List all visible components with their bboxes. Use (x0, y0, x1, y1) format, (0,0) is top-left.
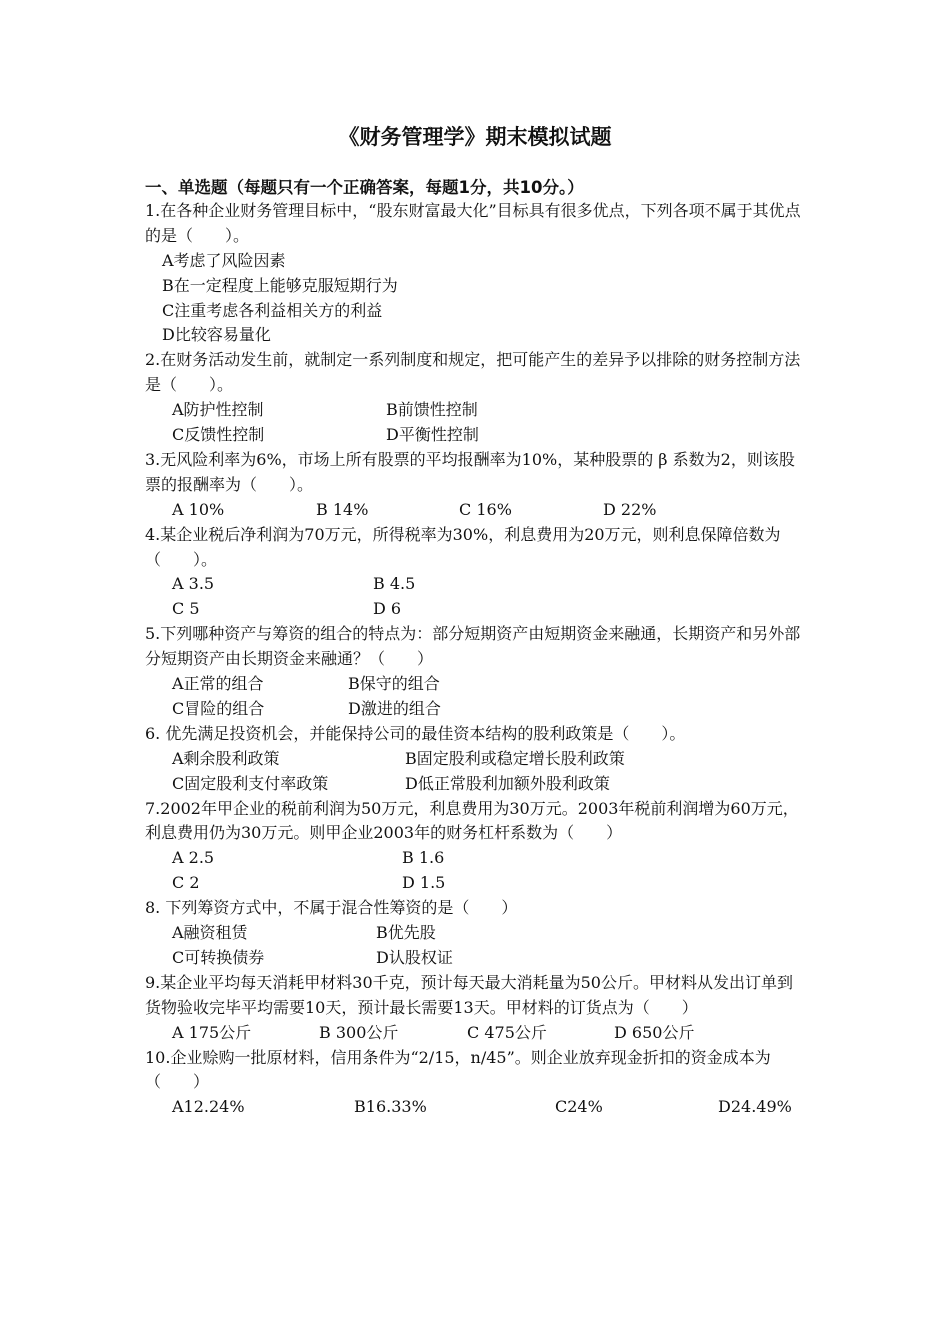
option: A12.24% (172, 1097, 245, 1117)
question-stem: 1.在各种企业财务管理目标中，“股东财富最大化”目标具有很多优点，下列各项不属于其优点的是（ ）。 (145, 201, 801, 245)
question-2 (145, 348, 807, 448)
option: A融资租赁 (172, 923, 248, 943)
option: D平衡性控制 (386, 425, 479, 445)
option: B优先股 (376, 923, 436, 943)
page-title: 《财务管理学》期末模拟试题 (338, 125, 612, 149)
option: C24% (555, 1097, 603, 1117)
question-stem: 10.企业赊购一批原材料，信用条件为“2/15，n/45”。则企业放弃现金折扣的资金成本为（ ） (145, 1047, 771, 1092)
option: D 6 (373, 599, 402, 619)
question-7 (145, 797, 807, 897)
question-4 (145, 523, 807, 623)
option: B 14% (316, 499, 369, 519)
option: A考虑了风险因素 (162, 250, 286, 270)
question-stem: 5.下列哪种资产与筹资的组合的特点为：部分短期资产由短期资金来融通，长期资产和另外部分短期资产由长期资金来融通？（ ） (145, 624, 801, 669)
option: B 4.5 (373, 574, 416, 594)
question-stem: 6. 优先满足投资机会，并能保持公司的最佳资本结构的股利政策是（ ）。 (145, 723, 686, 743)
question-stem: 9.某企业平均每天消耗甲材料30千克，预计每天最大消耗量为50公斤。甲材料从发出订单到货物验收完毕平均需要10天，预计最长需要13天。甲材料的订货点为（ ） (145, 972, 793, 1017)
question-1 (145, 199, 807, 348)
question-3 (145, 448, 807, 523)
option: C反馈性控制 (172, 425, 265, 445)
option: A正常的组合 (172, 674, 264, 694)
option: C注重考虑各利益相关方的利益 (162, 300, 383, 320)
option: B在一定程度上能够克服短期行为 (162, 275, 398, 295)
option: D低正常股利加额外股利政策 (405, 773, 610, 793)
option: A防护性控制 (172, 400, 264, 420)
option: C 2 (172, 873, 200, 893)
question-stem: 3.无风险利率为6%，市场上所有股票的平均报酬率为10%，某种股票的 β 系数为2，则该股票的报酬率为（ ）。 (145, 449, 795, 494)
section-heading: 一、单选题（每题只有一个正确答案，每题1分，共10分。） (145, 178, 584, 197)
option: D激进的组合 (348, 698, 441, 718)
option: A 175公斤 (172, 1022, 252, 1042)
option: C冒险的组合 (172, 698, 265, 718)
option: A 2.5 (172, 848, 215, 868)
option: B16.33% (354, 1097, 427, 1117)
question-list (145, 199, 807, 1120)
option: A 3.5 (172, 574, 215, 594)
question-stem: 7.2002年甲企业的税前利润为50万元，利息费用为30万元。2003年税前利润增为60万元，利息费用仍为30万元。则甲企业2003年的财务杠杆系数为（ ） (145, 798, 799, 843)
question-10 (145, 1046, 807, 1121)
option: D 22% (603, 499, 657, 519)
option: C 475公斤 (467, 1022, 547, 1042)
question-stem: 8. 下列筹资方式中，不属于混合性筹资的是（ ） (145, 898, 518, 918)
question-6 (145, 722, 807, 797)
option: B固定股利或稳定增长股利政策 (405, 748, 625, 768)
question-8 (145, 896, 807, 971)
question-stem: 4.某企业税后净利润为70万元，所得税率为30%，利息费用为20万元，则利息保障倍数为（ ）。 (145, 524, 781, 569)
option: B保守的组合 (348, 674, 440, 694)
option: D24.49% (718, 1097, 792, 1117)
option: C 16% (459, 499, 512, 519)
option: D认股权证 (376, 947, 453, 967)
option: C固定股利支付率政策 (172, 773, 329, 793)
option: D 650公斤 (614, 1022, 695, 1042)
option: B 1.6 (402, 848, 445, 868)
option: B 300公斤 (319, 1022, 399, 1042)
option: A 10% (172, 499, 225, 519)
question-stem: 2.在财务活动发生前，就制定一系列制度和规定，把可能产生的差异予以排除的财务控制方法是（ ）。 (145, 350, 801, 395)
question-5 (145, 622, 807, 722)
option: A剩余股利政策 (172, 748, 280, 768)
option: D比较容易量化 (162, 325, 271, 345)
question-9 (145, 971, 807, 1046)
option: C 5 (172, 599, 200, 619)
option: C可转换债券 (172, 947, 265, 967)
option: D 1.5 (402, 873, 446, 893)
option: B前馈性控制 (386, 400, 478, 420)
